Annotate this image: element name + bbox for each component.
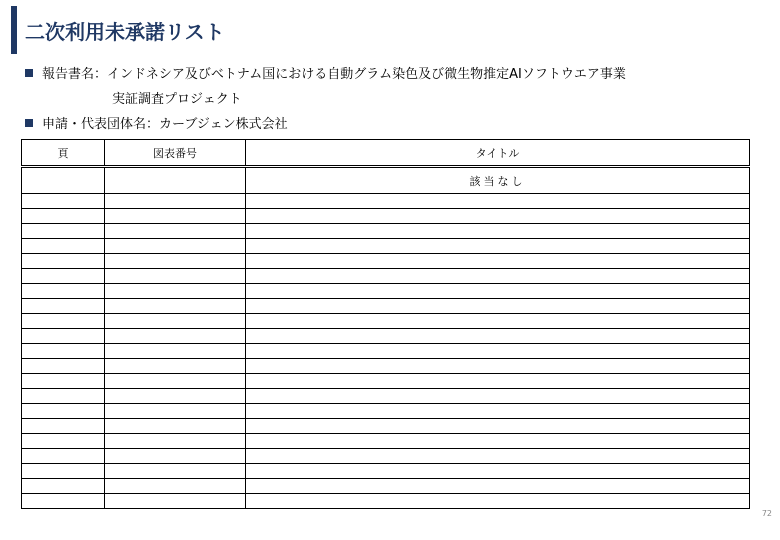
- table-row: [22, 479, 750, 494]
- cell-figure-number: [105, 434, 246, 449]
- cell-figure-number: [105, 464, 246, 479]
- cell-figure-number: [105, 314, 246, 329]
- cell-page: [22, 194, 105, 209]
- cell-figure-number: [105, 404, 246, 419]
- applicant-line: [25, 117, 288, 133]
- square-bullet-icon: [25, 119, 33, 127]
- cell-page: [22, 389, 105, 404]
- unapproved-list-table: [21, 139, 750, 509]
- table-row: [22, 494, 750, 509]
- cell-title: [246, 329, 750, 344]
- cell-figure-number: [105, 449, 246, 464]
- cell-page: [22, 314, 105, 329]
- cell-page: [22, 344, 105, 359]
- table-row: [22, 239, 750, 254]
- cell-page: [22, 284, 105, 299]
- report-name: インドネシア及びベトナム国における自動グラム染色及び微生物推定AIソフトウエア事業: [107, 67, 626, 82]
- cell-title: [246, 434, 750, 449]
- cell-page: [22, 464, 105, 479]
- page-number: 72: [761, 509, 772, 518]
- report-name-continuation: 実証調査プロジェクト: [112, 92, 242, 107]
- table-row: [22, 194, 750, 209]
- report-name-line: [25, 67, 626, 83]
- table-row: [22, 359, 750, 374]
- cell-page: [22, 224, 105, 239]
- cell-figure-number: [105, 194, 246, 209]
- table-row: [22, 284, 750, 299]
- table-row: [22, 314, 750, 329]
- cell-page: [22, 374, 105, 389]
- report-label: 報告書名：: [42, 67, 108, 82]
- cell-title: 該当なし: [246, 167, 750, 194]
- cell-figure-number: [105, 254, 246, 269]
- header-figure-number: 図表番号: [105, 140, 246, 167]
- table-row: [22, 434, 750, 449]
- cell-title: [246, 464, 750, 479]
- cell-title: [246, 194, 750, 209]
- cell-page: [22, 329, 105, 344]
- table-row: [22, 464, 750, 479]
- table-row: [22, 389, 750, 404]
- cell-page: [22, 167, 105, 194]
- cell-figure-number: [105, 224, 246, 239]
- cell-title: [246, 299, 750, 314]
- cell-title: [246, 389, 750, 404]
- applicant-label: 申請・代表団体名：: [42, 117, 160, 132]
- cell-figure-number: [105, 239, 246, 254]
- cell-page: [22, 434, 105, 449]
- cell-figure-number: [105, 209, 246, 224]
- cell-title: [246, 269, 750, 284]
- cell-figure-number: [105, 167, 246, 194]
- cell-figure-number: [105, 419, 246, 434]
- table-row: [22, 329, 750, 344]
- title-accent-bar: [11, 6, 17, 54]
- cell-figure-number: [105, 299, 246, 314]
- header-title: タイトル: [246, 140, 750, 167]
- table-row: [22, 449, 750, 464]
- cell-title: [246, 404, 750, 419]
- cell-title: [246, 479, 750, 494]
- cell-title: [246, 224, 750, 239]
- cell-page: [22, 269, 105, 284]
- cell-title: [246, 494, 750, 509]
- cell-page: [22, 239, 105, 254]
- cell-figure-number: [105, 344, 246, 359]
- table-row: [22, 209, 750, 224]
- table-row: [22, 344, 750, 359]
- header-page: 頁: [22, 140, 105, 167]
- cell-figure-number: [105, 389, 246, 404]
- cell-page: [22, 209, 105, 224]
- table-row: [22, 167, 750, 194]
- cell-page: [22, 449, 105, 464]
- cell-figure-number: [105, 494, 246, 509]
- applicant-name: カーブジェン株式会社: [159, 117, 288, 132]
- cell-title: [246, 209, 750, 224]
- cell-page: [22, 479, 105, 494]
- cell-title: [246, 284, 750, 299]
- cell-title: [246, 314, 750, 329]
- cell-title: [246, 359, 750, 374]
- cell-figure-number: [105, 284, 246, 299]
- cell-figure-number: [105, 359, 246, 374]
- table-header-row: [22, 140, 750, 167]
- table-row: [22, 299, 750, 314]
- cell-title: [246, 374, 750, 389]
- cell-title: [246, 344, 750, 359]
- cell-figure-number: [105, 479, 246, 494]
- cell-title: [246, 419, 750, 434]
- cell-figure-number: [105, 269, 246, 284]
- cell-figure-number: [105, 374, 246, 389]
- page-title: 二次利用未承諾リスト: [25, 20, 225, 44]
- cell-page: [22, 404, 105, 419]
- table-row: [22, 269, 750, 284]
- cell-page: [22, 299, 105, 314]
- cell-title: [246, 239, 750, 254]
- cell-page: [22, 359, 105, 374]
- table-row: [22, 254, 750, 269]
- cell-figure-number: [105, 329, 246, 344]
- cell-page: [22, 254, 105, 269]
- table-row: [22, 404, 750, 419]
- cell-page: [22, 419, 105, 434]
- square-bullet-icon: [25, 69, 33, 77]
- table-row: [22, 374, 750, 389]
- cell-title: [246, 449, 750, 464]
- table-row: [22, 419, 750, 434]
- table-row: [22, 224, 750, 239]
- cell-page: [22, 494, 105, 509]
- cell-title: [246, 254, 750, 269]
